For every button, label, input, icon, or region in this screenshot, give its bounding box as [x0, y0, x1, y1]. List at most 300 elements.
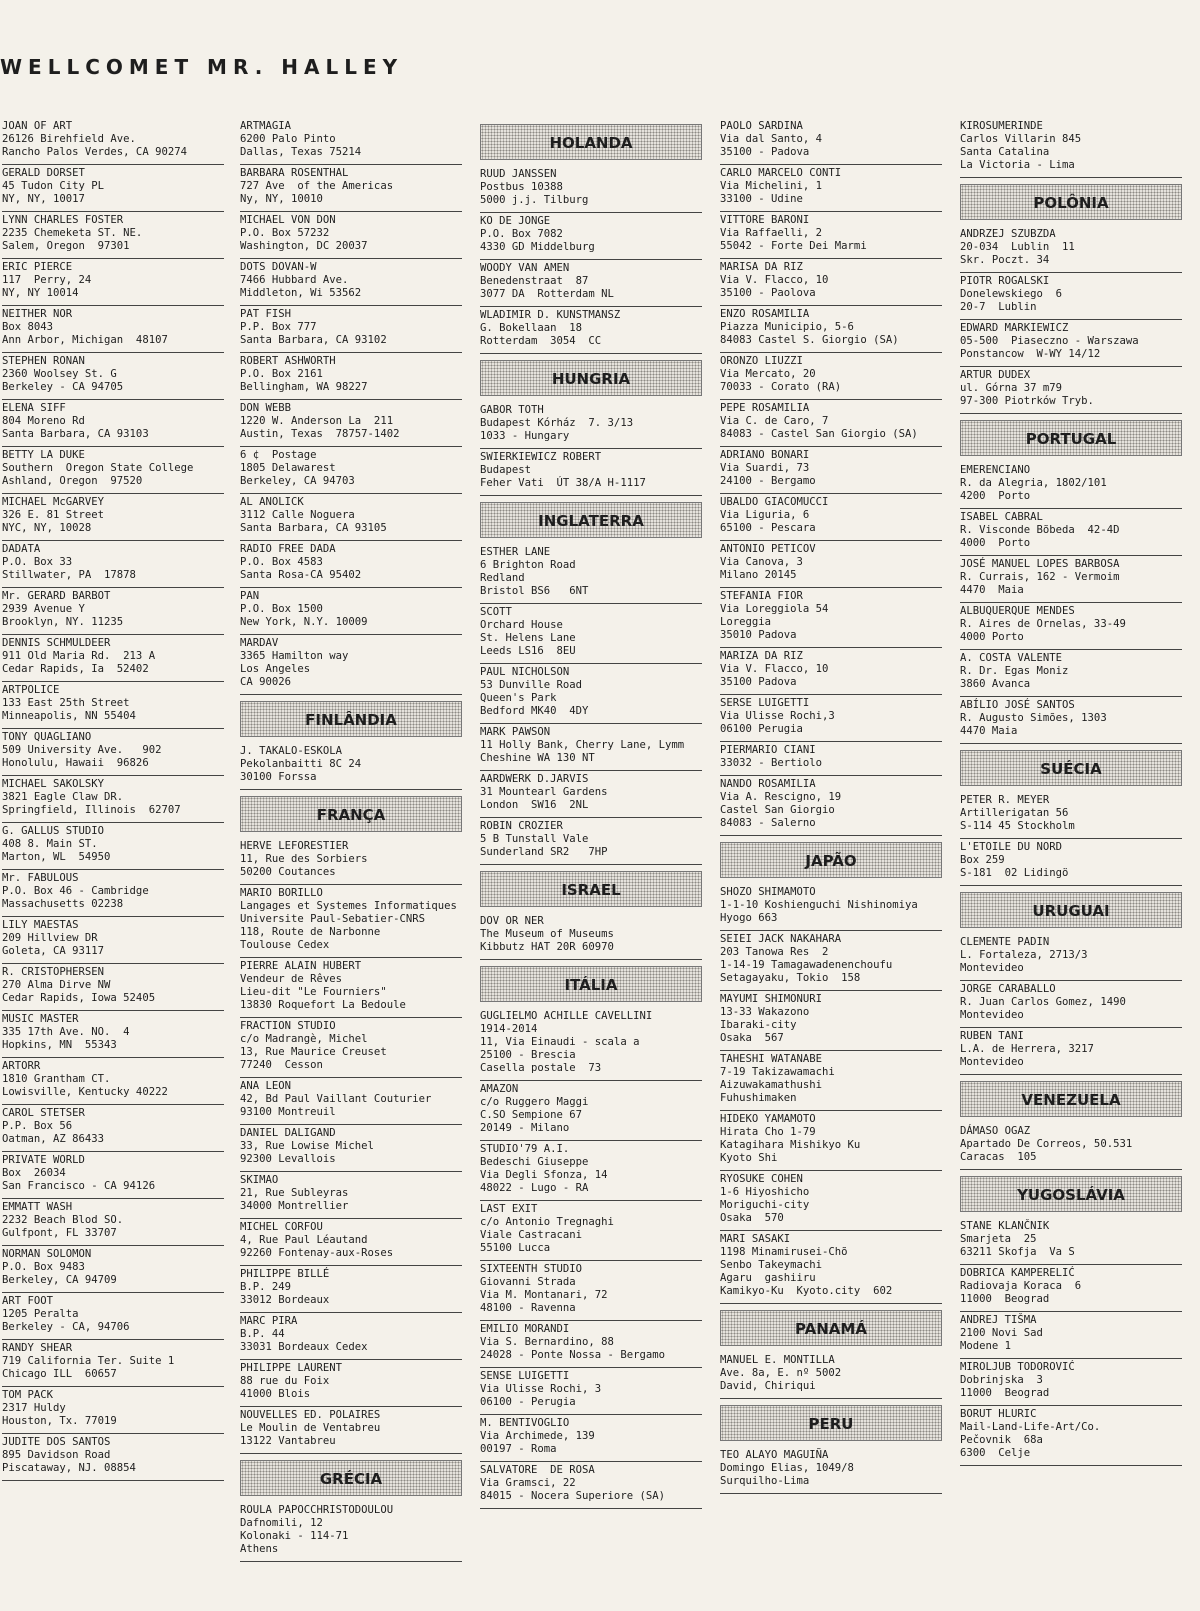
address-entry [2, 729, 224, 776]
entry-address-line: Stillwater, PA 17878 [2, 569, 136, 581]
entry-name: LILY MAESTAS [2, 919, 79, 931]
entry-address-line: Smarjeta 25 [960, 1233, 1037, 1245]
entry-name: JUDITE DOS SANTOS [2, 1436, 111, 1448]
address-entry [720, 1051, 942, 1111]
entry-name: KO DE JONGE [480, 215, 551, 227]
address-entry [960, 792, 1182, 839]
address-entry [240, 306, 462, 353]
entry-address-line: Katagihara Mishikyo Ku [720, 1139, 861, 1151]
entry-name: PEPE ROSAMILIA [720, 402, 810, 414]
entry-address-line: Via Mercato, 20 [720, 368, 816, 380]
entry-address-line: Ponstancow W-WY 14/12 [960, 348, 1101, 360]
address-entry [480, 1462, 702, 1509]
entry-address-line: Via V. Flacco, 10 [720, 274, 829, 286]
entry-address-line: 24028 - Ponte Nossa - Bergamo [480, 1349, 665, 1361]
entry-name: MARDAV [240, 637, 279, 649]
entry-address-line: 20-034 Lublin 11 [960, 241, 1075, 253]
entry-address-line: R. Augusto Simões, 1303 [960, 712, 1107, 724]
address-entry [480, 1261, 702, 1321]
entry-name: MUSIC MASTER [2, 1013, 79, 1025]
entry-name: STEFANIA FIOR [720, 590, 803, 602]
entry-address-line: 84083 - Castel San Giorgio (SA) [720, 428, 918, 440]
address-entry [960, 462, 1182, 509]
entry-name: ROBIN CROZIER [480, 820, 563, 832]
entry-address-line: Carlos Villarin 845 [960, 133, 1082, 145]
country-heading: ISRAEL [480, 871, 702, 907]
entry-name: L'ETOILE DU NORD [960, 841, 1063, 853]
entry-address-line: Kolonaki - 114-71 [240, 1530, 349, 1542]
entry-address-line: Austin, Texas 78757-1402 [240, 428, 400, 440]
entry-address-line: Pekolanbaitti 8C 24 [240, 758, 362, 770]
entry-address-line: Oatman, AZ 86433 [2, 1133, 105, 1145]
entry-address-line: 1-6 Hiyoshicho [720, 1186, 810, 1198]
entry-address-line: Queen's Park [480, 692, 557, 704]
entry-address-line: 93100 Montreuil [240, 1106, 336, 1118]
address-entry [960, 226, 1182, 273]
entry-name: NOUVELLES ED. POLAIRES [240, 1409, 381, 1421]
entry-address-line: 4330 GD Middelburg [480, 241, 595, 253]
entry-name: J. TAKALO-ESKOLA [240, 745, 343, 757]
entry-name: RUUD JANSSEN [480, 168, 557, 180]
entry-address-line: 270 Alma Dirve NW [2, 979, 111, 991]
address-entry [960, 934, 1182, 981]
address-entry [2, 1058, 224, 1105]
entry-name: MARISA DA RIZ [720, 261, 803, 273]
entry-address-line: Setagayaku, Tokio 158 [720, 972, 861, 984]
entry-address-line: Dallas, Texas 75214 [240, 146, 362, 158]
entry-address-line: 35100 - Paolova [720, 287, 816, 299]
entry-address-line: 41000 Blois [240, 1388, 311, 1400]
entry-address-line: Apartado De Correos, 50.531 [960, 1138, 1133, 1150]
entry-address-line: Lieu-dit "Le Fourniers" [240, 986, 387, 998]
entry-name: STANE KLANČNIK [960, 1220, 1050, 1232]
entry-address-line: Via Loreggiola 54 [720, 603, 829, 615]
entry-name: MICHEL CORFOU [240, 1221, 323, 1233]
address-entry [960, 697, 1182, 744]
address-entry [2, 353, 224, 400]
entry-address-line: 31 Mountearl Gardens [480, 786, 608, 798]
entry-address-line: 33100 - Udine [720, 193, 803, 205]
entry-address-line: Lowisville, Kentucky 40222 [2, 1086, 168, 1098]
entry-address-line: 2939 Avenue Y [2, 603, 85, 615]
entry-address-line: Kyoto Shi [720, 1152, 778, 1164]
entry-address-line: P.O. Box 57232 [240, 227, 330, 239]
entry-address-line: 2317 Huldy [2, 1402, 66, 1414]
entry-name: DON WEBB [240, 402, 292, 414]
entry-address-line: Rotterdam 3054 CC [480, 335, 602, 347]
entry-address-line: Agaru gashiiru [720, 1272, 816, 1284]
country-heading: SUÉCIA [960, 750, 1182, 786]
address-entry [720, 259, 942, 306]
entry-name: RUBEN TANI [960, 1030, 1024, 1042]
address-entry [2, 1387, 224, 1434]
address-entry [720, 447, 942, 494]
entry-address-line: Skr. Poczt. 34 [960, 254, 1050, 266]
address-entry [480, 1141, 702, 1201]
address-entry [960, 367, 1182, 414]
entry-address-line: New York, N.Y. 10009 [240, 616, 368, 628]
address-entry [2, 494, 224, 541]
entry-address-line: Kamikyo-Ku Kyoto.city 602 [720, 1285, 893, 1297]
entry-address-line: 3860 Avanca [960, 678, 1031, 690]
address-entry [720, 494, 942, 541]
entry-address-line: 6300 Celje [960, 1447, 1031, 1459]
entry-name: DANIEL DALIGAND [240, 1127, 336, 1139]
entry-address-line: 209 Hillview DR [2, 932, 98, 944]
entry-address-line: Kibbutz HAT 20R 60970 [480, 941, 614, 953]
entry-name: CARLO MARCELO CONTI [720, 167, 842, 179]
entry-name: UBALDO GIACOMUCCI [720, 496, 829, 508]
entry-address-line: 1198 Minamirusei-Chõ [720, 1246, 848, 1258]
entry-address-line: 2360 Woolsey St. G [2, 368, 117, 380]
entry-name: CAROL STETSER [2, 1107, 85, 1119]
entry-address-line: R. Aires de Ornelas, 33-49 [960, 618, 1126, 630]
entry-address-line: 1-1-10 Koshienguchi Nishinomiya [720, 899, 918, 911]
address-entry [2, 259, 224, 306]
entry-address-line: Southern Oregon State College [2, 462, 194, 474]
address-entry [240, 958, 462, 1018]
entry-name: G. GALLUS STUDIO [2, 825, 105, 837]
country-heading: GRÉCIA [240, 1460, 462, 1496]
entry-name: ESTHER LANE [480, 546, 551, 558]
country-heading: ITÁLIA [480, 966, 702, 1002]
entry-address-line: 35010 Padova [720, 629, 797, 641]
address-entry [960, 1265, 1182, 1312]
entry-address-line: P.O. Box 33 [2, 556, 73, 568]
entry-address-line: Ave. 8a, E. nº 5002 [720, 1367, 842, 1379]
country-heading: HUNGRIA [480, 360, 702, 396]
entry-address-line: 2100 Novi Sad [960, 1327, 1043, 1339]
entry-address-line: 4, Rue Paul Léautand [240, 1234, 368, 1246]
entry-address-line: 326 E. 81 Street [2, 509, 105, 521]
entry-address-line: Caracas 105 [960, 1151, 1037, 1163]
entry-address-line: Dafnomili, 12 [240, 1517, 323, 1529]
address-entry [960, 1123, 1182, 1170]
entry-address-line: 3365 Hamilton way [240, 650, 349, 662]
address-entry [240, 1172, 462, 1219]
address-entry [240, 1078, 462, 1125]
entry-name: JORGE CARABALLO [960, 983, 1056, 995]
entry-name: SIXTEENTH STUDIO [480, 1263, 583, 1275]
entry-address-line: Domingo Elias, 1049/8 [720, 1462, 854, 1474]
entry-address-line: Chicago ILL 60657 [2, 1368, 117, 1380]
entry-name: MANUEL E. MONTILLA [720, 1354, 835, 1366]
address-column-4 [720, 118, 942, 1598]
address-entry [240, 1502, 462, 1562]
entry-address-line: 00197 - Roma [480, 1443, 557, 1455]
address-entry [2, 165, 224, 212]
address-entry [720, 1111, 942, 1171]
entry-address-line: St. Helens Lane [480, 632, 576, 644]
entry-address-line: 35100 Padova [720, 676, 797, 688]
entry-address-line: 5 B Tunstall Vale [480, 833, 589, 845]
entry-address-line: Santa Barbara, CA 93102 [240, 334, 387, 346]
entry-address-line: 2235 Chemeketa ST. NE. [2, 227, 143, 239]
entry-name: ARTUR DUDEX [960, 369, 1031, 381]
entry-address-line: Ann Arbor, Michigan 48107 [2, 334, 168, 346]
address-entry [480, 724, 702, 771]
entry-address-line: Santa Barbara, CA 93105 [240, 522, 387, 534]
address-entry [2, 447, 224, 494]
entry-name: RYOSUKE COHEN [720, 1173, 803, 1185]
address-entry [720, 400, 942, 447]
entry-name: EMERENCIANO [960, 464, 1031, 476]
entry-name: ARTPOLICE [2, 684, 60, 696]
entry-name: RADIO FREE DADA [240, 543, 336, 555]
entry-address-line: The Museum of Museums [480, 928, 614, 940]
entry-address-line: 92300 Levallois [240, 1153, 336, 1165]
address-entry [2, 588, 224, 635]
entry-name: DENNIS SCHMULDEER [2, 637, 111, 649]
entry-address-line: Budapest [480, 464, 532, 476]
entry-address-line: 13, Rue Maurice Creuset [240, 1046, 387, 1058]
entry-address-line: Rancho Palos Verdes, CA 90274 [2, 146, 187, 158]
entry-name: ABÍLIO JOSÉ SANTOS [960, 699, 1075, 711]
entry-address-line: Hopkins, MN 55343 [2, 1039, 117, 1051]
entry-address-line: San Francisco - CA 94126 [2, 1180, 156, 1192]
address-entry [2, 541, 224, 588]
entry-name: SCOTT [480, 606, 512, 618]
entry-address-line: 48100 - Ravenna [480, 1302, 576, 1314]
entry-address-line: Senbo Takeymachi [720, 1259, 823, 1271]
entry-address-line: c/o Antonio Tregnaghi [480, 1216, 614, 1228]
address-entry [480, 1368, 702, 1415]
entry-address-line: P.P. Box 56 [2, 1120, 73, 1132]
entry-address-line: 20149 - Milano [480, 1122, 570, 1134]
address-entry [240, 400, 462, 447]
entry-address-line: Piscataway, NJ. 08854 [2, 1462, 136, 1474]
entry-name: AMAZON [480, 1083, 519, 1095]
address-entry [960, 1028, 1182, 1075]
address-entry [2, 306, 224, 353]
address-entry [960, 1359, 1182, 1406]
address-entry [240, 838, 462, 885]
address-entry [720, 776, 942, 836]
entry-address-line: G. Bokellaan 18 [480, 322, 583, 334]
address-entry [2, 682, 224, 729]
entry-address-line: Via Michelini, 1 [720, 180, 823, 192]
entry-address-line: 25100 - Brescia [480, 1049, 576, 1061]
entry-address-line: Box 8043 [2, 321, 54, 333]
address-entry [720, 165, 942, 212]
entry-address-line: R. Currais, 162 - Vermoim [960, 571, 1120, 583]
address-entry [720, 648, 942, 695]
entry-name: SHOZO SHIMAMOTO [720, 886, 816, 898]
entry-address-line: Montevideo [960, 1056, 1024, 1068]
entry-address-line: 13122 Vantabreu [240, 1435, 336, 1447]
address-entry [240, 165, 462, 212]
country-heading: HOLANDA [480, 124, 702, 160]
entry-address-line: 1033 - Hungary [480, 430, 570, 442]
entry-address-line: 408 8. Main ST. [2, 838, 98, 850]
entry-address-line: Sunderland SR2 7HP [480, 846, 608, 858]
address-entry [720, 742, 942, 776]
entry-name: SKIMAO [240, 1174, 279, 1186]
address-entry [480, 913, 702, 960]
entry-name: MICHAEL McGARVEY [2, 496, 105, 508]
entry-address-line: 42, Bd Paul Vaillant Couturier [240, 1093, 432, 1105]
address-entry [480, 1081, 702, 1141]
entry-address-line: Via Suardi, 73 [720, 462, 810, 474]
address-entry [240, 635, 462, 695]
entry-address-line: ul. Górna 37 m79 [960, 382, 1063, 394]
entry-address-line: Postbus 10388 [480, 181, 563, 193]
entry-address-line: Massachusetts 02238 [2, 898, 124, 910]
address-entry [720, 1231, 942, 1304]
entry-address-line: Via Ulisse Rochi,3 [720, 710, 835, 722]
entry-name: MARIO BORILLO [240, 887, 323, 899]
entry-name: A. COSTA VALENTE [960, 652, 1063, 664]
entry-address-line: Surquilho-Lima [720, 1475, 810, 1487]
address-entry [240, 212, 462, 259]
address-entry [720, 541, 942, 588]
address-entry [240, 541, 462, 588]
country-heading: PORTUGAL [960, 420, 1182, 456]
address-entry [240, 494, 462, 541]
entry-name: PETER R. MEYER [960, 794, 1050, 806]
entry-name: WLADIMIR D. KUNSTMANSZ [480, 309, 621, 321]
entry-address-line: Berkeley, CA 94703 [240, 475, 355, 487]
address-entry [240, 353, 462, 400]
entry-address-line: 7-19 Takizawamachi [720, 1066, 835, 1078]
entry-address-line: 4000 Porto [960, 631, 1024, 643]
entry-address-line: 203 Tanowa Res 2 [720, 946, 829, 958]
entry-name: ANTONIO PETICOV [720, 543, 816, 555]
address-entry [960, 273, 1182, 320]
entry-address-line: Via V. Flacco, 10 [720, 663, 829, 675]
entry-address-line: B.P. 44 [240, 1328, 285, 1340]
address-entry [240, 1407, 462, 1454]
entry-address-line: 55100 Lucca [480, 1242, 551, 1254]
address-entry [720, 118, 942, 165]
entry-address-line: 63211 Skofja Va S [960, 1246, 1075, 1258]
entry-name: GUGLIELMO ACHILLE CAVELLINI [480, 1010, 653, 1022]
entry-name: HIDEKO YAMAMOTO [720, 1113, 816, 1125]
country-heading: FINLÂNDIA [240, 701, 462, 737]
address-entry [720, 1352, 942, 1399]
address-entry [960, 118, 1182, 178]
entry-address-line: 3077 DA Rotterdam NL [480, 288, 614, 300]
entry-address-line: 77240 Cesson [240, 1059, 323, 1071]
entry-address-line: Redland [480, 572, 525, 584]
address-entry [2, 118, 224, 165]
entry-address-line: 70033 - Corato (RA) [720, 381, 842, 393]
entry-name: ORONZO LIUZZI [720, 355, 803, 367]
entry-address-line: Santa Catalina [960, 146, 1050, 158]
entry-address-line: 33012 Bordeaux [240, 1294, 330, 1306]
address-entry [2, 1340, 224, 1387]
entry-address-line: c/o Ruggero Maggi [480, 1096, 589, 1108]
address-entry [480, 260, 702, 307]
entry-address-line: Via dal Santo, 4 [720, 133, 823, 145]
entry-address-line: 3112 Calle Noguera [240, 509, 355, 521]
entry-name: ARTMAGIA [240, 120, 292, 132]
entry-name: TOM PACK [2, 1389, 54, 1401]
entry-address-line: C.SO Sempione 67 [480, 1109, 583, 1121]
entry-name: PAN [240, 590, 260, 602]
entry-address-line: Donelewskiego 6 [960, 288, 1063, 300]
entry-name: STUDIO'79 A.I. [480, 1143, 570, 1155]
entry-name: BETTY LA DUKE [2, 449, 85, 461]
entry-address-line: Moriguchi-city [720, 1199, 810, 1211]
entry-name: DÁMASO OGAZ [960, 1125, 1031, 1137]
entry-address-line: Via Gramsci, 22 [480, 1477, 576, 1489]
entry-address-line: 1-14-19 Tamagawadenenchoufu [720, 959, 893, 971]
address-entry [960, 1218, 1182, 1265]
entry-address-line: 6200 Palo Pinto [240, 133, 336, 145]
entry-name: JOAN OF ART [2, 120, 73, 132]
entry-name: ISABEL CABRAL [960, 511, 1043, 523]
entry-address-line: 3821 Eagle Claw DR. [2, 791, 124, 803]
entry-name: MARIZA DA RIZ [720, 650, 803, 662]
entry-address-line: Aizuwakamathushi [720, 1079, 823, 1091]
entry-name: DOBRICA KAMPERELIĆ [960, 1267, 1075, 1279]
entry-name: ROULA PAPOCCHRISTODOULOU [240, 1504, 394, 1516]
address-entry [480, 307, 702, 354]
entry-address-line: Hyogo 663 [720, 912, 778, 924]
country-heading: PANAMÁ [720, 1310, 942, 1346]
entry-name: SEIEI JACK NAKAHARA [720, 933, 842, 945]
entry-address-line: P.O. Box 46 - Cambridge [2, 885, 149, 897]
entry-name: PAT FISH [240, 308, 292, 320]
entry-address-line: Cheshine WA 130 NT [480, 752, 595, 764]
address-entry [960, 650, 1182, 697]
country-heading: INGLATERRA [480, 502, 702, 538]
entry-address-line: 509 University Ave. 902 [2, 744, 162, 756]
entry-address-line: 4470 Maia [960, 584, 1024, 596]
address-entry [720, 306, 942, 353]
entry-address-line: La Victoria - Lima [960, 159, 1075, 171]
entry-address-line: London SW16 2NL [480, 799, 589, 811]
entry-address-line: S-181 02 Lidingö [960, 867, 1069, 879]
entry-address-line: Ny, NY, 10010 [240, 193, 323, 205]
entry-name: NANDO ROSAMILIA [720, 778, 816, 790]
address-entry [480, 402, 702, 449]
entry-address-line: Via S. Bernardino, 88 [480, 1336, 614, 1348]
entry-address-line: NYC, NY, 10028 [2, 522, 92, 534]
entry-name: PAUL NICHOLSON [480, 666, 570, 678]
address-entry [2, 1199, 224, 1246]
entry-name: BARBARA ROSENTHAL [240, 167, 349, 179]
country-heading: POLÔNIA [960, 184, 1182, 220]
address-column-5 [960, 118, 1182, 1598]
entry-address-line: 911 Old Maria Rd. 213 A [2, 650, 156, 662]
address-entry [480, 213, 702, 260]
entry-address-line: Minneapolis, NN 55404 [2, 710, 136, 722]
address-entry [720, 931, 942, 991]
address-entry [720, 353, 942, 400]
entry-address-line: R. Juan Carlos Gomez, 1490 [960, 996, 1126, 1008]
address-entry [240, 118, 462, 165]
address-column-2 [240, 118, 462, 1598]
entry-address-line: 50200 Coutances [240, 866, 336, 878]
entry-name: SWIERKIEWICZ ROBERT [480, 451, 602, 463]
entry-address-line: Via Ulisse Rochi, 3 [480, 1383, 602, 1395]
address-entry [720, 1171, 942, 1231]
entry-address-line: Bedford MK40 4DY [480, 705, 589, 717]
entry-address-line: P.O. Box 1500 [240, 603, 323, 615]
address-entry [240, 743, 462, 790]
entry-address-line: 2232 Beach Blod SO. [2, 1214, 124, 1226]
entry-address-line: Box 259 [960, 854, 1005, 866]
address-entry [2, 212, 224, 259]
address-entry [480, 1008, 702, 1081]
entry-address-line: 804 Moreno Rd [2, 415, 85, 427]
entry-address-line: Middleton, Wi 53562 [240, 287, 362, 299]
address-entry [480, 544, 702, 604]
entry-address-line: Osaka 570 [720, 1212, 784, 1224]
entry-address-line: R. da Alegria, 1802/101 [960, 477, 1107, 489]
